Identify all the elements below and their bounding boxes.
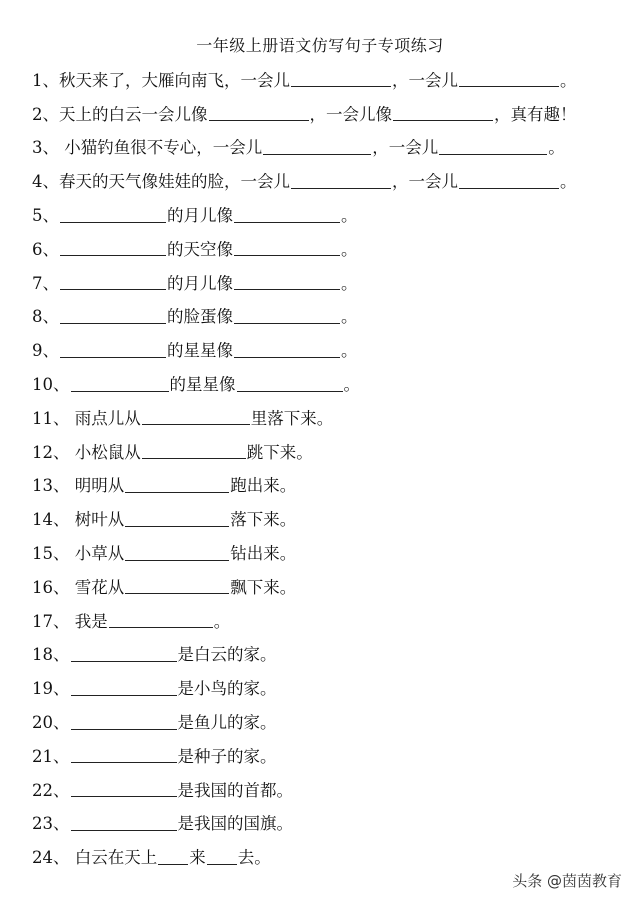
exercise-text: ，一会儿 bbox=[392, 172, 458, 192]
exercise-text: ，一会儿像 bbox=[309, 104, 392, 124]
exercise-text: 是我国的首都。 bbox=[177, 780, 293, 800]
exercise-text: 14、 树叶从 bbox=[32, 510, 125, 530]
exercise-text: 20、 bbox=[32, 713, 70, 733]
exercise-item bbox=[32, 738, 632, 772]
exercise-item bbox=[32, 670, 632, 704]
exercise-text: 的天空像 bbox=[167, 239, 233, 259]
answer-blank[interactable] bbox=[263, 138, 371, 155]
exercise-list bbox=[32, 62, 632, 873]
exercise-text: ，一会儿 bbox=[392, 70, 458, 90]
exercise-item bbox=[32, 569, 632, 603]
answer-blank[interactable] bbox=[71, 713, 177, 730]
exercise-text: 18、 bbox=[32, 645, 70, 665]
exercise-text: 24、 白云在天上 bbox=[32, 848, 158, 868]
answer-blank[interactable] bbox=[234, 307, 340, 324]
exercise-text: 21、 bbox=[32, 746, 70, 766]
exercise-item bbox=[32, 231, 632, 265]
exercise-text: ，真有趣！ bbox=[494, 104, 577, 124]
exercise-text: 9、 bbox=[32, 341, 59, 361]
answer-blank[interactable] bbox=[142, 442, 246, 459]
answer-blank[interactable] bbox=[158, 848, 188, 865]
answer-blank[interactable] bbox=[234, 239, 340, 256]
answer-blank[interactable] bbox=[142, 408, 250, 425]
exercise-text: 23、 bbox=[32, 814, 70, 834]
exercise-text: 是小鸟的家。 bbox=[177, 679, 277, 699]
exercise-text: 跳下来。 bbox=[246, 442, 313, 462]
exercise-text: 。 bbox=[341, 307, 358, 327]
exercise-text: 3、 小猫钓鱼很不专心，一会儿 bbox=[32, 138, 263, 158]
answer-blank[interactable] bbox=[109, 611, 213, 628]
answer-blank[interactable] bbox=[291, 70, 391, 87]
answer-blank[interactable] bbox=[125, 476, 229, 493]
exercise-item bbox=[32, 299, 632, 333]
exercise-text: 的月儿像 bbox=[167, 273, 233, 293]
exercise-text: 。 bbox=[548, 138, 565, 158]
exercise-text: 13、 明明从 bbox=[32, 476, 125, 496]
exercise-text: 是白云的家。 bbox=[177, 645, 277, 665]
exercise-text: 跑出来。 bbox=[230, 476, 297, 496]
answer-blank[interactable] bbox=[125, 510, 229, 527]
exercise-text: 是鱼儿的家。 bbox=[177, 713, 277, 733]
answer-blank[interactable] bbox=[237, 375, 343, 392]
answer-blank[interactable] bbox=[209, 104, 309, 121]
answer-blank[interactable] bbox=[71, 780, 177, 797]
exercise-text: 17、 我是 bbox=[32, 611, 108, 631]
answer-blank[interactable] bbox=[71, 679, 177, 696]
exercise-item bbox=[32, 603, 632, 637]
exercise-text: 22、 bbox=[32, 780, 70, 800]
exercise-text: 。 bbox=[341, 206, 358, 226]
answer-blank[interactable] bbox=[125, 544, 229, 561]
answer-blank[interactable] bbox=[291, 172, 391, 189]
answer-blank[interactable] bbox=[60, 341, 166, 358]
exercise-text: 里落下来。 bbox=[250, 408, 334, 428]
exercise-item bbox=[32, 62, 632, 96]
exercise-text: ，一会儿 bbox=[372, 138, 439, 158]
exercise-item bbox=[32, 535, 632, 569]
exercise-text: 来 bbox=[189, 848, 206, 868]
exercise-item bbox=[32, 468, 632, 502]
exercise-text: 去。 bbox=[237, 848, 271, 868]
answer-blank[interactable] bbox=[71, 814, 177, 831]
answer-blank[interactable] bbox=[125, 577, 229, 594]
answer-blank[interactable] bbox=[459, 172, 559, 189]
exercise-text: 7、 bbox=[32, 273, 59, 293]
exercise-text: 落下来。 bbox=[230, 510, 297, 530]
exercise-item bbox=[32, 400, 632, 434]
exercise-item bbox=[32, 806, 632, 840]
exercise-item bbox=[32, 772, 632, 806]
exercise-text: 16、 雪花从 bbox=[32, 577, 125, 597]
exercise-text: 钻出来。 bbox=[230, 544, 297, 564]
exercise-text: 。 bbox=[341, 273, 358, 293]
answer-blank[interactable] bbox=[60, 273, 166, 290]
answer-blank[interactable] bbox=[60, 307, 166, 324]
answer-blank[interactable] bbox=[207, 848, 237, 865]
exercise-text: 15、 小草从 bbox=[32, 544, 125, 564]
exercise-text: 的脸蛋像 bbox=[167, 307, 233, 327]
exercise-text: 4、春天的天气像娃娃的脸，一会儿 bbox=[32, 172, 290, 192]
exercise-text: 。 bbox=[343, 375, 360, 395]
exercise-item bbox=[32, 501, 632, 535]
answer-blank[interactable] bbox=[71, 375, 169, 392]
exercise-text: 是种子的家。 bbox=[177, 746, 277, 766]
exercise-item bbox=[32, 163, 632, 197]
exercise-text: 6、 bbox=[32, 239, 59, 259]
exercise-item bbox=[32, 332, 632, 366]
exercise-item bbox=[32, 637, 632, 671]
exercise-text: 12、 小松鼠从 bbox=[32, 442, 141, 462]
answer-blank[interactable] bbox=[71, 645, 177, 662]
exercise-text: 是我国的国旗。 bbox=[177, 814, 293, 834]
exercise-item bbox=[32, 366, 632, 400]
exercise-text: 10、 bbox=[32, 375, 70, 395]
answer-blank[interactable] bbox=[71, 746, 177, 763]
answer-blank[interactable] bbox=[459, 70, 559, 87]
exercise-text: 的星星像 bbox=[167, 341, 233, 361]
exercise-text: 11、 雨点儿从 bbox=[32, 408, 141, 428]
exercise-item bbox=[32, 130, 632, 164]
exercise-text: 。 bbox=[560, 70, 577, 90]
exercise-item bbox=[32, 197, 632, 231]
worksheet-title: 一年级上册语文仿写句子专项练习 bbox=[196, 36, 444, 55]
exercise-text: 1、秋天来了，大雁向南飞，一会儿 bbox=[32, 70, 290, 90]
answer-blank[interactable] bbox=[234, 206, 340, 223]
exercise-text: 的月儿像 bbox=[167, 206, 233, 226]
exercise-text: 2、天上的白云一会儿像 bbox=[32, 104, 208, 124]
exercise-text: 飘下来。 bbox=[230, 577, 297, 597]
exercise-text: 。 bbox=[341, 239, 358, 259]
exercise-item bbox=[32, 704, 632, 738]
answer-blank[interactable] bbox=[60, 206, 166, 223]
exercise-text: 。 bbox=[560, 172, 577, 192]
exercise-text: 。 bbox=[341, 341, 358, 361]
exercise-text: 19、 bbox=[32, 679, 70, 699]
answer-blank[interactable] bbox=[234, 341, 340, 358]
exercise-text: 8、 bbox=[32, 307, 59, 327]
exercise-text: 5、 bbox=[32, 206, 59, 226]
answer-blank[interactable] bbox=[393, 104, 493, 121]
answer-blank[interactable] bbox=[234, 273, 340, 290]
exercise-text: 的星星像 bbox=[169, 375, 236, 395]
exercise-text: 。 bbox=[213, 611, 231, 631]
exercise-item bbox=[32, 265, 632, 299]
exercise-item bbox=[32, 96, 632, 130]
exercise-item bbox=[32, 434, 632, 468]
watermark: 头条 @茵茵教育 bbox=[508, 868, 626, 893]
answer-blank[interactable] bbox=[60, 239, 166, 256]
answer-blank[interactable] bbox=[439, 138, 547, 155]
